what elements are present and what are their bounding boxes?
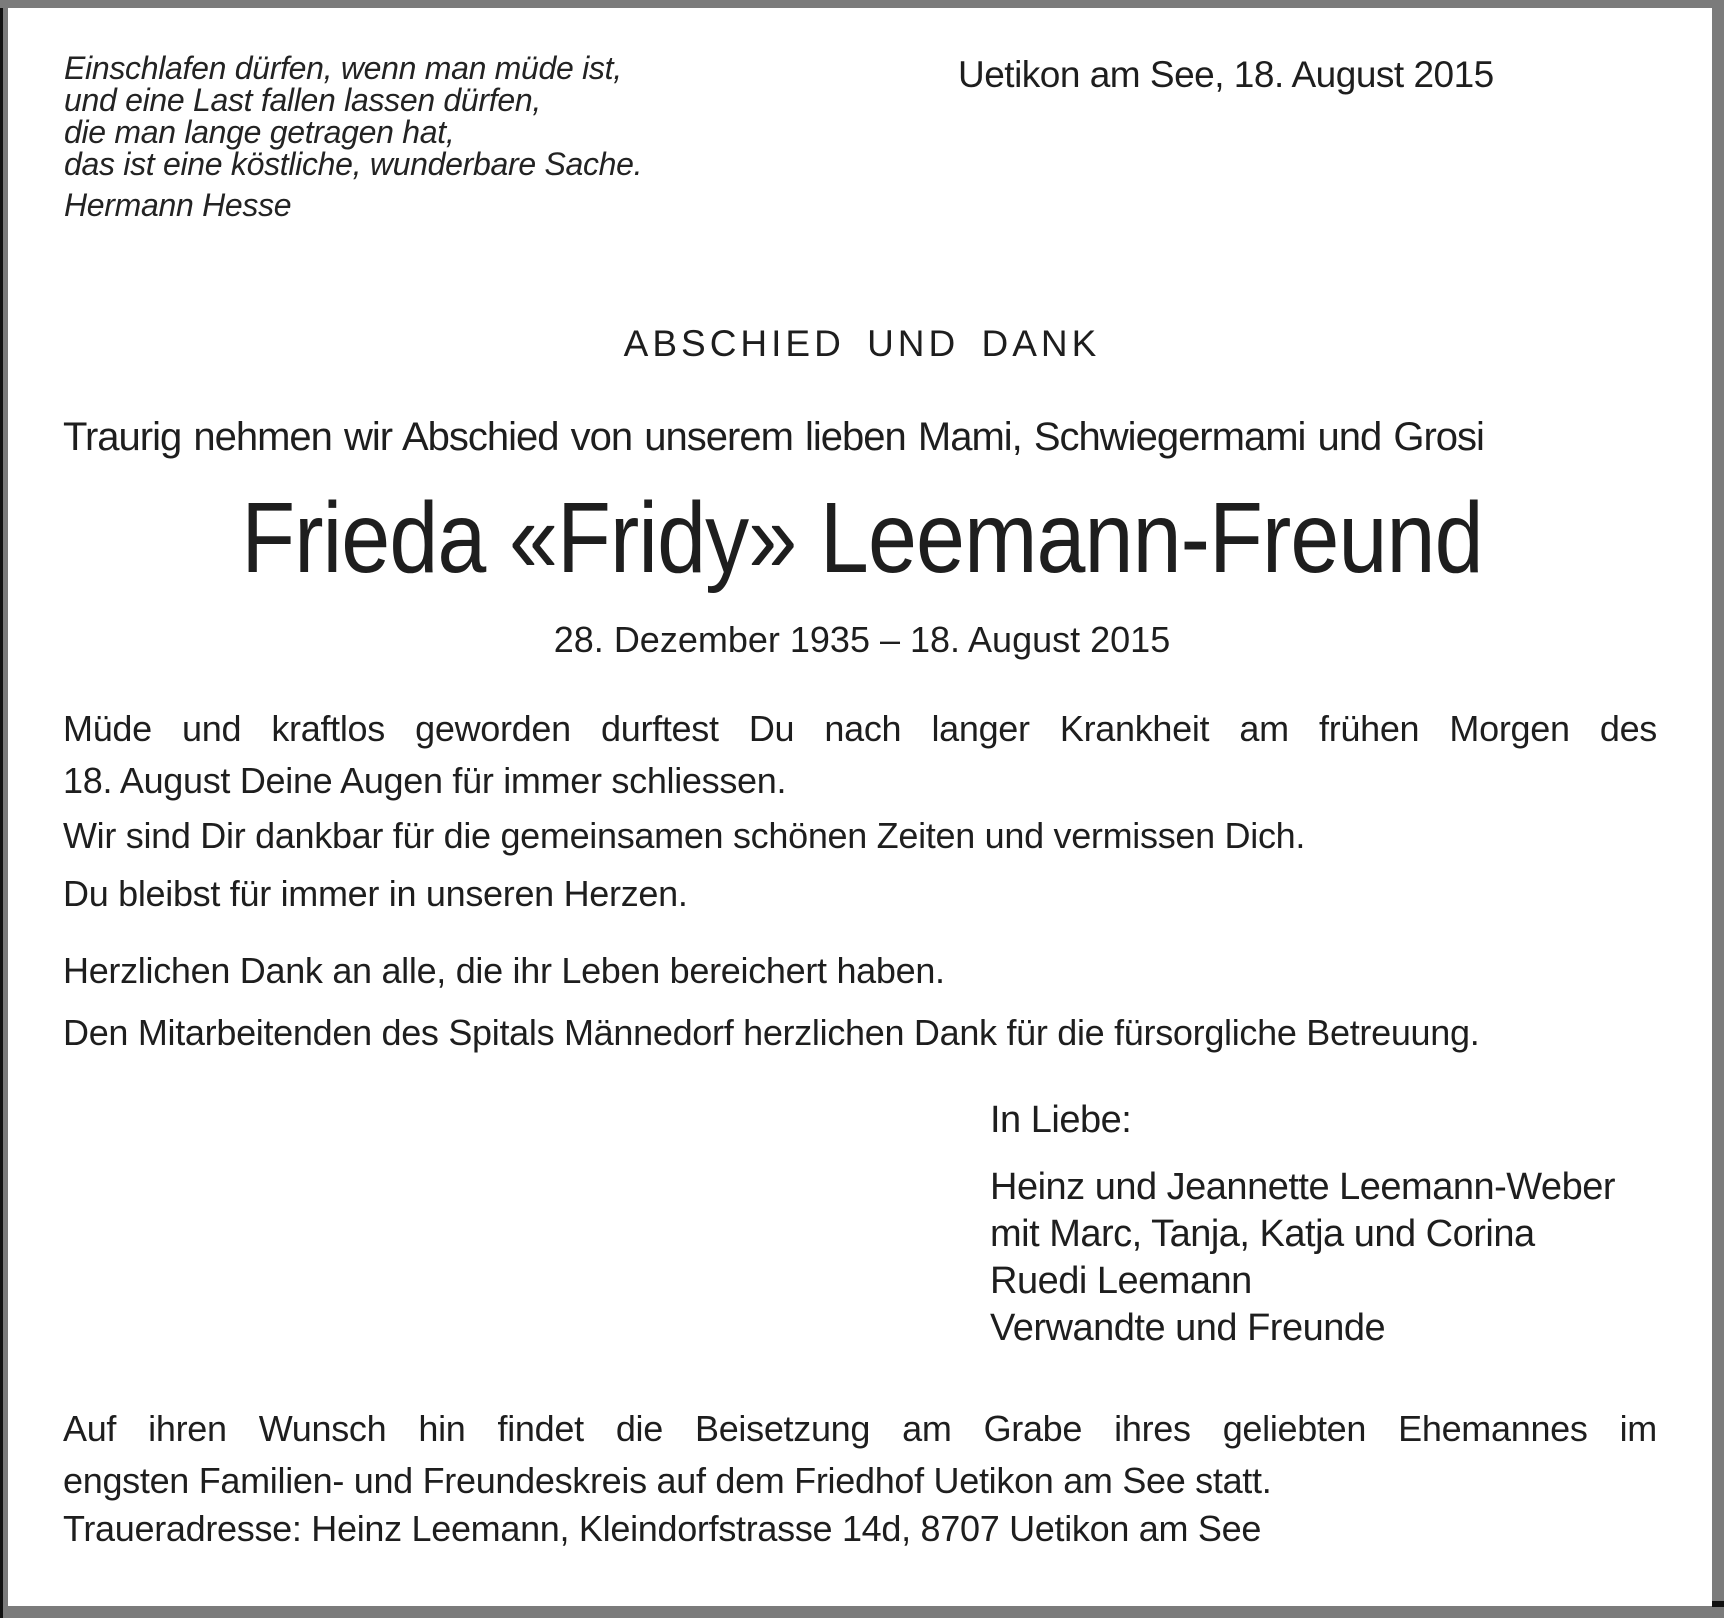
quote-attribution: Hermann Hesse (64, 187, 292, 223)
quote-block (64, 52, 642, 221)
quote-line: Einschlafen dürfen, wenn man müde ist, (64, 50, 622, 86)
quote-line: und eine Last fallen lassen dürfen, (64, 82, 541, 118)
quote-line: die man lange getragen hat, (64, 114, 455, 150)
address-line: Traueradresse: Heinz Leemann, Kleindorfstrasse 14d, 8707 Uetikon am See (63, 1508, 1262, 1549)
body-line: Müde und kraftlos geworden durftest Du nach langer Krankheit am frühen Morgen des (63, 708, 1657, 749)
body-line: Herzlichen Dank an alle, die ihr Leben bereichert haben. (63, 950, 945, 991)
body-line: Den Mitarbeitenden des Spitals Männedorf herzlichen Dank für die fürsorgliche Betreuung. (63, 1012, 1480, 1053)
body-line: 18. August Deine Augen für immer schliessen. (63, 760, 787, 801)
mourner-line: Ruedi Leemann (990, 1260, 1252, 1302)
intro-line: Traurig nehmen wir Abschied von unserem lieben Mami, Schwiegermami und Grosi (63, 415, 1484, 459)
deceased-name: Frieda «Fridy» Leemann-Freund (241, 482, 1483, 594)
scan-corner-mark (1712, 1601, 1724, 1607)
lifespan: 28. Dezember 1935 – 18. August 2015 (553, 619, 1171, 660)
funeral-line: Auf ihren Wunsch hin findet die Beisetzung am Grabe ihres geliebten Ehemannes im (63, 1408, 1657, 1449)
section-header: ABSCHIED UND DANK (623, 323, 1101, 364)
mourner-line: Heinz und Jeannette Leemann-Weber (990, 1166, 1615, 1208)
body-line: Du bleibst für immer in unseren Herzen. (63, 873, 688, 914)
mourner-line: Verwandte und Freunde (990, 1307, 1386, 1349)
dateline: Uetikon am See, 18. August 2015 (958, 54, 1494, 95)
body-line: Wir sind Dir dankbar für die gemeinsamen schönen Zeiten und vermissen Dich. (63, 815, 1306, 856)
paper (8, 8, 1712, 1606)
quote-line: das ist eine köstliche, wunderbare Sache. (64, 146, 643, 182)
mourners-heading: In Liebe: (990, 1099, 1132, 1141)
scan-edge-line (0, 8, 3, 1618)
funeral-line: engsten Familien- und Freundeskreis auf dem Friedhof Uetikon am See statt. (63, 1460, 1272, 1501)
mourner-line: mit Marc, Tanja, Katja und Corina (990, 1213, 1535, 1255)
